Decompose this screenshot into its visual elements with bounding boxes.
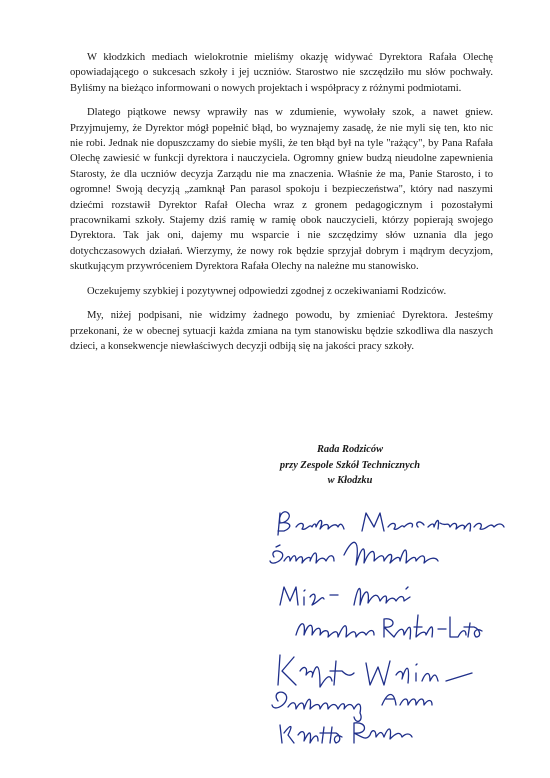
letter-body (70, 50, 493, 354)
signature-org-school: przy Zespole Szkół Technicznych (279, 459, 421, 471)
signature-org-name: Rada Rodziców (316, 444, 384, 455)
signature-1 (278, 512, 504, 535)
signature-org-city: w Kłodzku (327, 475, 373, 487)
signature-block (240, 442, 460, 489)
paragraph-2: Dlatego piątkowe newsy wprawiły nas w zdumienie, wywołały szok, a nawet gniew. Przyjmujemy, że Dyrektor mógł popełnić błąd, bo wyznajemy zasadę, że nie myli się ten, kto nic nie robi. Jednak nie dopuszczamy do siebie myśli, że ten błąd był na tyle "rażący", by Pana Rafała Olechę zawiesić w funkcji dyrektora i nauczyciela. Ogromny gniew budzą nieudolne zapewnienia Starosty, że dla uczniów decyzja Zarządu nie ma znaczenia. Właśnie że ma, Panie Starosto, i to ogromne! Swoją decyzją „zamknął Pan parasol spokoju i bezpieczeństwa", który nad naszymi dziećmi rozstawił Dyrektor Rafał Olecha wraz z gronem pedagogicznym i pozostałymi pracownikami szkoły. Stajemy dziś ramię w ramię obok nauczycieli, którzy popierają swojego Dyrektora. Tak jak oni, dajemy mu wsparcie i nie szczędzimy słów uznania dla jego dotychczasowych działań. Wierzymy, że nowy rok będzie sprzyjał dobrym i mądrym decyzjom, skutkującym przywróceniem Dyrektora Rafała Olechy na należne mu stanowisko. (70, 107, 493, 273)
signature-6 (272, 692, 432, 721)
signature-4 (296, 615, 482, 639)
signatures-drawing (250, 505, 540, 770)
handwritten-signatures (250, 505, 540, 770)
signature-5 (278, 655, 472, 687)
paragraph-3: Oczekujemy szybkiej i pozytywnej odpowiedzi zgodnej z oczekiwaniami Rodziców. (87, 285, 447, 297)
signature-7 (280, 723, 412, 743)
paragraph-1: W kłodzkich mediach wielokrotnie mieliśmy okazję widywać Dyrektora Rafała Olechę opowiadającego o sukcesach szkoły i jej uczniów. Starostwo nie szczędziło mu słów pochwały. Byliśmy na bieżąco informowani o nowych projektach i współpracy z różnymi podmiotami. (70, 52, 493, 94)
signature-2 (270, 542, 438, 565)
paragraph-4: My, niżej podpisani, nie widzimy żadnego powodu, by zmieniać Dyrektora. Jesteśmy przekonani, że w obecnej sytuacji każda zmiana na tym stanowisku będzie szkodliwa dla naszych dzieci, a konsekwencje niewłaściwych decyzji odbiją się na jakości pracy szkoły. (70, 310, 493, 352)
signature-3 (280, 587, 410, 605)
